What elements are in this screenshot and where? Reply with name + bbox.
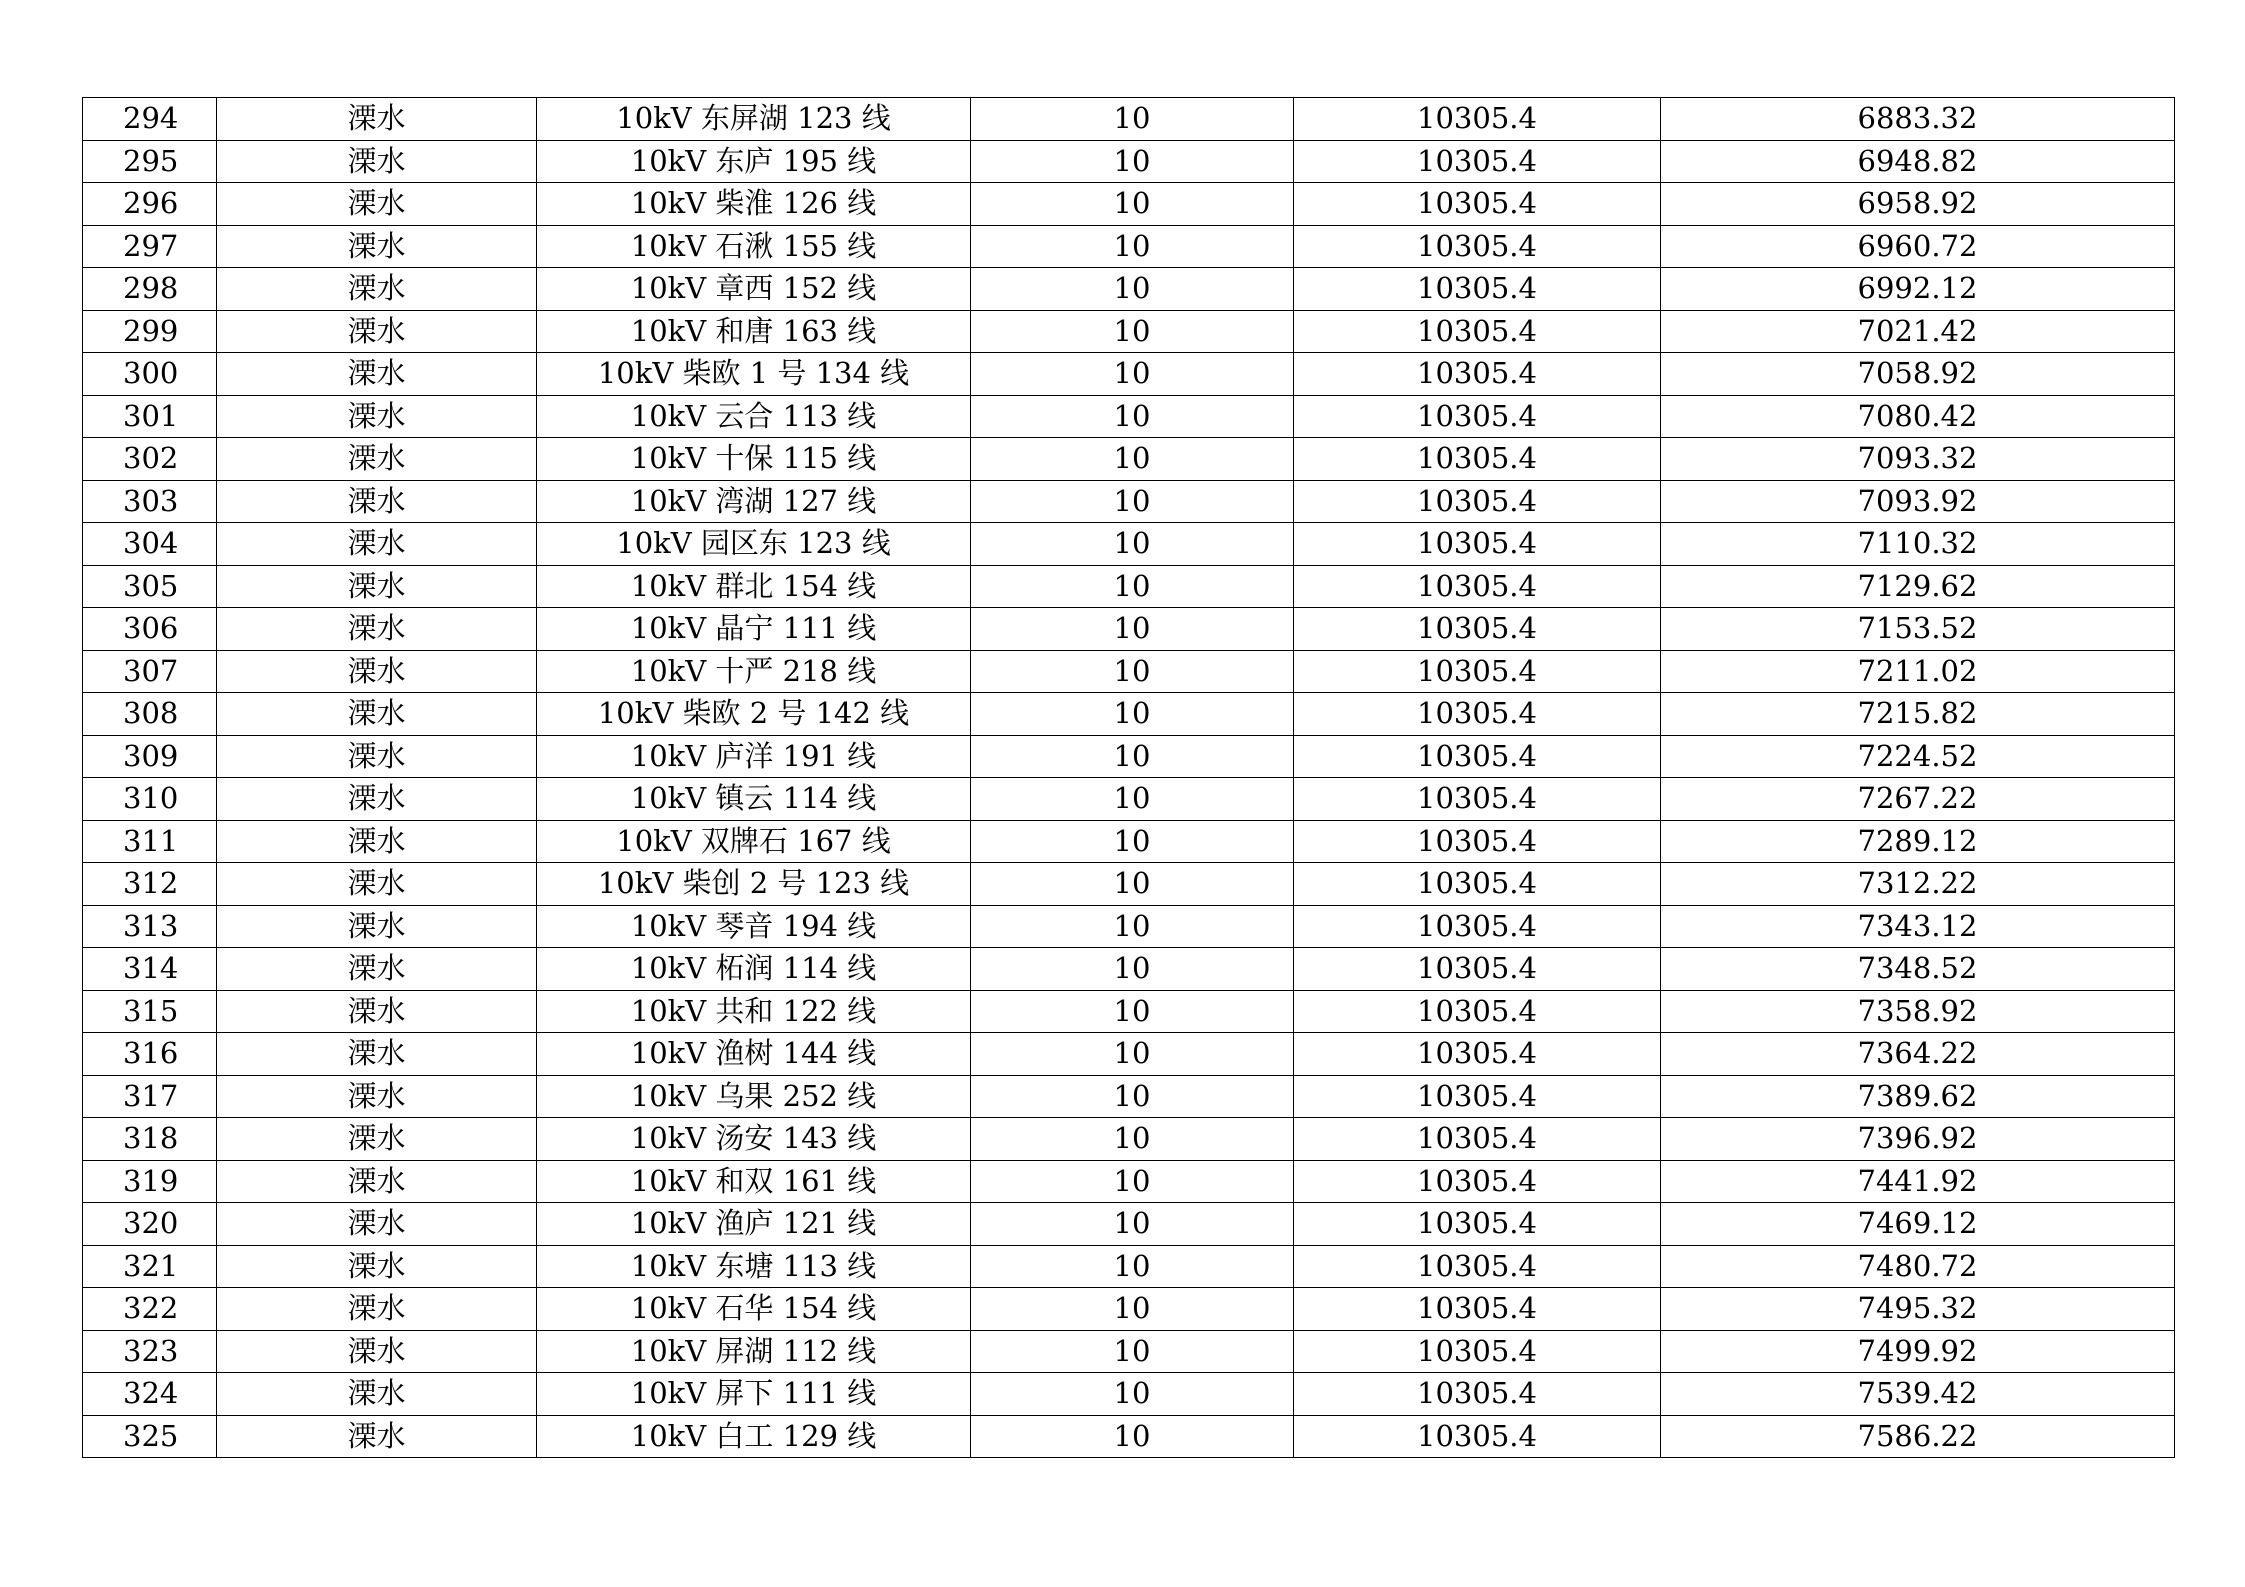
value-a-cell: 10305.4 bbox=[1294, 990, 1661, 1033]
voltage-cell: 10 bbox=[971, 268, 1294, 311]
value-b-cell: 6960.72 bbox=[1661, 225, 2175, 268]
voltage-cell: 10 bbox=[971, 1203, 1294, 1246]
row-index-cell: 308 bbox=[83, 693, 217, 736]
value-a-cell: 10305.4 bbox=[1294, 395, 1661, 438]
value-b-cell: 7021.42 bbox=[1661, 310, 2175, 353]
line-name-cell: 10kV 共和 122 线 bbox=[537, 990, 971, 1033]
voltage-cell: 10 bbox=[971, 183, 1294, 226]
value-a-cell: 10305.4 bbox=[1294, 693, 1661, 736]
region-cell: 溧水 bbox=[217, 310, 537, 353]
row-index-cell: 320 bbox=[83, 1203, 217, 1246]
value-b-cell: 7495.32 bbox=[1661, 1288, 2175, 1331]
row-index-cell: 309 bbox=[83, 735, 217, 778]
value-a-cell: 10305.4 bbox=[1294, 948, 1661, 991]
voltage-cell: 10 bbox=[971, 608, 1294, 651]
voltage-cell: 10 bbox=[971, 310, 1294, 353]
voltage-cell: 10 bbox=[971, 693, 1294, 736]
region-cell: 溧水 bbox=[217, 735, 537, 778]
row-index-cell: 313 bbox=[83, 905, 217, 948]
region-cell: 溧水 bbox=[217, 395, 537, 438]
value-a-cell: 10305.4 bbox=[1294, 268, 1661, 311]
region-cell: 溧水 bbox=[217, 650, 537, 693]
value-a-cell: 10305.4 bbox=[1294, 1288, 1661, 1331]
region-cell: 溧水 bbox=[217, 820, 537, 863]
value-b-cell: 7389.62 bbox=[1661, 1075, 2175, 1118]
line-name-cell: 10kV 东屏湖 123 线 bbox=[537, 98, 971, 141]
row-index-cell: 305 bbox=[83, 565, 217, 608]
voltage-cell: 10 bbox=[971, 863, 1294, 906]
region-cell: 溧水 bbox=[217, 778, 537, 821]
line-name-cell: 10kV 章西 152 线 bbox=[537, 268, 971, 311]
voltage-cell: 10 bbox=[971, 565, 1294, 608]
voltage-cell: 10 bbox=[971, 523, 1294, 566]
region-cell: 溧水 bbox=[217, 693, 537, 736]
region-cell: 溧水 bbox=[217, 438, 537, 481]
row-index-cell: 322 bbox=[83, 1288, 217, 1331]
table-row bbox=[83, 1118, 2175, 1161]
voltage-cell: 10 bbox=[971, 1118, 1294, 1161]
voltage-cell: 10 bbox=[971, 353, 1294, 396]
table-row bbox=[83, 990, 2175, 1033]
value-b-cell: 7539.42 bbox=[1661, 1373, 2175, 1416]
line-name-cell: 10kV 柴创 2 号 123 线 bbox=[537, 863, 971, 906]
value-a-cell: 10305.4 bbox=[1294, 353, 1661, 396]
voltage-cell: 10 bbox=[971, 778, 1294, 821]
table-row bbox=[83, 1415, 2175, 1458]
value-a-cell: 10305.4 bbox=[1294, 1415, 1661, 1458]
region-cell: 溧水 bbox=[217, 1075, 537, 1118]
value-a-cell: 10305.4 bbox=[1294, 98, 1661, 141]
voltage-cell: 10 bbox=[971, 990, 1294, 1033]
table-row bbox=[83, 905, 2175, 948]
row-index-cell: 300 bbox=[83, 353, 217, 396]
line-name-cell: 10kV 双牌石 167 线 bbox=[537, 820, 971, 863]
value-b-cell: 7129.62 bbox=[1661, 565, 2175, 608]
value-b-cell: 7093.32 bbox=[1661, 438, 2175, 481]
row-index-cell: 317 bbox=[83, 1075, 217, 1118]
value-b-cell: 7364.22 bbox=[1661, 1033, 2175, 1076]
value-b-cell: 7469.12 bbox=[1661, 1203, 2175, 1246]
voltage-cell: 10 bbox=[971, 395, 1294, 438]
voltage-cell: 10 bbox=[971, 225, 1294, 268]
region-cell: 溧水 bbox=[217, 1245, 537, 1288]
line-name-cell: 10kV 晶宁 111 线 bbox=[537, 608, 971, 651]
table-row bbox=[83, 1288, 2175, 1331]
line-name-cell: 10kV 十保 115 线 bbox=[537, 438, 971, 481]
line-name-cell: 10kV 柴欧 2 号 142 线 bbox=[537, 693, 971, 736]
value-a-cell: 10305.4 bbox=[1294, 863, 1661, 906]
voltage-cell: 10 bbox=[971, 1330, 1294, 1373]
value-b-cell: 7358.92 bbox=[1661, 990, 2175, 1033]
table-row bbox=[83, 820, 2175, 863]
region-cell: 溧水 bbox=[217, 183, 537, 226]
value-a-cell: 10305.4 bbox=[1294, 225, 1661, 268]
table-row bbox=[83, 98, 2175, 141]
region-cell: 溧水 bbox=[217, 140, 537, 183]
row-index-cell: 304 bbox=[83, 523, 217, 566]
voltage-cell: 10 bbox=[971, 905, 1294, 948]
voltage-cell: 10 bbox=[971, 1245, 1294, 1288]
line-name-cell: 10kV 渔树 144 线 bbox=[537, 1033, 971, 1076]
line-name-cell: 10kV 和唐 163 线 bbox=[537, 310, 971, 353]
region-cell: 溧水 bbox=[217, 1118, 537, 1161]
voltage-cell: 10 bbox=[971, 140, 1294, 183]
line-name-cell: 10kV 镇云 114 线 bbox=[537, 778, 971, 821]
table-row bbox=[83, 1373, 2175, 1416]
line-name-cell: 10kV 柴欧 1 号 134 线 bbox=[537, 353, 971, 396]
data-table bbox=[82, 97, 2175, 1458]
voltage-cell: 10 bbox=[971, 1415, 1294, 1458]
table-row bbox=[83, 1075, 2175, 1118]
region-cell: 溧水 bbox=[217, 863, 537, 906]
value-a-cell: 10305.4 bbox=[1294, 608, 1661, 651]
value-a-cell: 10305.4 bbox=[1294, 1203, 1661, 1246]
voltage-cell: 10 bbox=[971, 1033, 1294, 1076]
value-b-cell: 7396.92 bbox=[1661, 1118, 2175, 1161]
voltage-cell: 10 bbox=[971, 98, 1294, 141]
value-b-cell: 7289.12 bbox=[1661, 820, 2175, 863]
row-index-cell: 307 bbox=[83, 650, 217, 693]
table-row bbox=[83, 565, 2175, 608]
line-name-cell: 10kV 柘润 114 线 bbox=[537, 948, 971, 991]
table-row bbox=[83, 863, 2175, 906]
value-b-cell: 7343.12 bbox=[1661, 905, 2175, 948]
value-b-cell: 7499.92 bbox=[1661, 1330, 2175, 1373]
value-b-cell: 7586.22 bbox=[1661, 1415, 2175, 1458]
voltage-cell: 10 bbox=[971, 480, 1294, 523]
value-a-cell: 10305.4 bbox=[1294, 310, 1661, 353]
line-name-cell: 10kV 汤安 143 线 bbox=[537, 1118, 971, 1161]
voltage-cell: 10 bbox=[971, 735, 1294, 778]
table-row bbox=[83, 778, 2175, 821]
region-cell: 溧水 bbox=[217, 1160, 537, 1203]
region-cell: 溧水 bbox=[217, 225, 537, 268]
row-index-cell: 296 bbox=[83, 183, 217, 226]
value-a-cell: 10305.4 bbox=[1294, 1033, 1661, 1076]
row-index-cell: 297 bbox=[83, 225, 217, 268]
table-row bbox=[83, 183, 2175, 226]
row-index-cell: 315 bbox=[83, 990, 217, 1033]
row-index-cell: 312 bbox=[83, 863, 217, 906]
value-a-cell: 10305.4 bbox=[1294, 183, 1661, 226]
region-cell: 溧水 bbox=[217, 523, 537, 566]
value-b-cell: 7058.92 bbox=[1661, 353, 2175, 396]
value-a-cell: 10305.4 bbox=[1294, 1373, 1661, 1416]
line-name-cell: 10kV 庐洋 191 线 bbox=[537, 735, 971, 778]
region-cell: 溧水 bbox=[217, 608, 537, 651]
table-row bbox=[83, 140, 2175, 183]
value-b-cell: 7441.92 bbox=[1661, 1160, 2175, 1203]
region-cell: 溧水 bbox=[217, 948, 537, 991]
region-cell: 溧水 bbox=[217, 268, 537, 311]
table-row bbox=[83, 1330, 2175, 1373]
line-name-cell: 10kV 石湫 155 线 bbox=[537, 225, 971, 268]
region-cell: 溧水 bbox=[217, 1288, 537, 1331]
table-row bbox=[83, 650, 2175, 693]
table-row bbox=[83, 353, 2175, 396]
row-index-cell: 321 bbox=[83, 1245, 217, 1288]
table-row bbox=[83, 1033, 2175, 1076]
value-a-cell: 10305.4 bbox=[1294, 1330, 1661, 1373]
line-name-cell: 10kV 十严 218 线 bbox=[537, 650, 971, 693]
row-index-cell: 294 bbox=[83, 98, 217, 141]
line-name-cell: 10kV 湾湖 127 线 bbox=[537, 480, 971, 523]
value-a-cell: 10305.4 bbox=[1294, 905, 1661, 948]
region-cell: 溧水 bbox=[217, 905, 537, 948]
line-name-cell: 10kV 和双 161 线 bbox=[537, 1160, 971, 1203]
value-a-cell: 10305.4 bbox=[1294, 480, 1661, 523]
region-cell: 溧水 bbox=[217, 1330, 537, 1373]
voltage-cell: 10 bbox=[971, 1075, 1294, 1118]
row-index-cell: 311 bbox=[83, 820, 217, 863]
value-b-cell: 6992.12 bbox=[1661, 268, 2175, 311]
region-cell: 溧水 bbox=[217, 1373, 537, 1416]
table-row bbox=[83, 310, 2175, 353]
value-b-cell: 7080.42 bbox=[1661, 395, 2175, 438]
voltage-cell: 10 bbox=[971, 1373, 1294, 1416]
value-a-cell: 10305.4 bbox=[1294, 1160, 1661, 1203]
value-b-cell: 7211.02 bbox=[1661, 650, 2175, 693]
voltage-cell: 10 bbox=[971, 1160, 1294, 1203]
table-row bbox=[83, 1203, 2175, 1246]
row-index-cell: 302 bbox=[83, 438, 217, 481]
line-name-cell: 10kV 柴淮 126 线 bbox=[537, 183, 971, 226]
region-cell: 溧水 bbox=[217, 990, 537, 1033]
table-row bbox=[83, 268, 2175, 311]
value-a-cell: 10305.4 bbox=[1294, 140, 1661, 183]
table-body bbox=[83, 98, 2175, 1458]
value-a-cell: 10305.4 bbox=[1294, 650, 1661, 693]
table-row bbox=[83, 1160, 2175, 1203]
region-cell: 溧水 bbox=[217, 353, 537, 396]
row-index-cell: 310 bbox=[83, 778, 217, 821]
voltage-cell: 10 bbox=[971, 1288, 1294, 1331]
table-row bbox=[83, 480, 2175, 523]
value-a-cell: 10305.4 bbox=[1294, 1245, 1661, 1288]
row-index-cell: 324 bbox=[83, 1373, 217, 1416]
value-b-cell: 6948.82 bbox=[1661, 140, 2175, 183]
value-a-cell: 10305.4 bbox=[1294, 1118, 1661, 1161]
table-row bbox=[83, 608, 2175, 651]
value-b-cell: 7480.72 bbox=[1661, 1245, 2175, 1288]
row-index-cell: 325 bbox=[83, 1415, 217, 1458]
table-row bbox=[83, 225, 2175, 268]
voltage-cell: 10 bbox=[971, 948, 1294, 991]
voltage-cell: 10 bbox=[971, 820, 1294, 863]
table-row bbox=[83, 438, 2175, 481]
value-a-cell: 10305.4 bbox=[1294, 438, 1661, 481]
line-name-cell: 10kV 云合 113 线 bbox=[537, 395, 971, 438]
row-index-cell: 323 bbox=[83, 1330, 217, 1373]
value-a-cell: 10305.4 bbox=[1294, 735, 1661, 778]
line-name-cell: 10kV 渔庐 121 线 bbox=[537, 1203, 971, 1246]
table-row bbox=[83, 523, 2175, 566]
value-a-cell: 10305.4 bbox=[1294, 778, 1661, 821]
value-b-cell: 7215.82 bbox=[1661, 693, 2175, 736]
value-b-cell: 7312.22 bbox=[1661, 863, 2175, 906]
row-index-cell: 295 bbox=[83, 140, 217, 183]
line-name-cell: 10kV 东庐 195 线 bbox=[537, 140, 971, 183]
line-name-cell: 10kV 东塘 113 线 bbox=[537, 1245, 971, 1288]
region-cell: 溧水 bbox=[217, 1033, 537, 1076]
value-b-cell: 6958.92 bbox=[1661, 183, 2175, 226]
value-a-cell: 10305.4 bbox=[1294, 820, 1661, 863]
value-b-cell: 6883.32 bbox=[1661, 98, 2175, 141]
table-row bbox=[83, 1245, 2175, 1288]
table-row bbox=[83, 948, 2175, 991]
line-name-cell: 10kV 白工 129 线 bbox=[537, 1415, 971, 1458]
voltage-cell: 10 bbox=[971, 650, 1294, 693]
line-name-cell: 10kV 屏湖 112 线 bbox=[537, 1330, 971, 1373]
value-a-cell: 10305.4 bbox=[1294, 523, 1661, 566]
table-row bbox=[83, 735, 2175, 778]
value-b-cell: 7348.52 bbox=[1661, 948, 2175, 991]
region-cell: 溧水 bbox=[217, 480, 537, 523]
value-b-cell: 7267.22 bbox=[1661, 778, 2175, 821]
line-name-cell: 10kV 屏下 111 线 bbox=[537, 1373, 971, 1416]
row-index-cell: 318 bbox=[83, 1118, 217, 1161]
value-a-cell: 10305.4 bbox=[1294, 1075, 1661, 1118]
row-index-cell: 298 bbox=[83, 268, 217, 311]
row-index-cell: 319 bbox=[83, 1160, 217, 1203]
region-cell: 溧水 bbox=[217, 565, 537, 608]
value-b-cell: 7153.52 bbox=[1661, 608, 2175, 651]
voltage-cell: 10 bbox=[971, 438, 1294, 481]
value-a-cell: 10305.4 bbox=[1294, 565, 1661, 608]
row-index-cell: 314 bbox=[83, 948, 217, 991]
region-cell: 溧水 bbox=[217, 1415, 537, 1458]
row-index-cell: 301 bbox=[83, 395, 217, 438]
row-index-cell: 306 bbox=[83, 608, 217, 651]
line-name-cell: 10kV 乌果 252 线 bbox=[537, 1075, 971, 1118]
line-name-cell: 10kV 园区东 123 线 bbox=[537, 523, 971, 566]
table-row bbox=[83, 395, 2175, 438]
row-index-cell: 316 bbox=[83, 1033, 217, 1076]
value-b-cell: 7224.52 bbox=[1661, 735, 2175, 778]
row-index-cell: 303 bbox=[83, 480, 217, 523]
table-row bbox=[83, 693, 2175, 736]
value-b-cell: 7093.92 bbox=[1661, 480, 2175, 523]
line-name-cell: 10kV 石华 154 线 bbox=[537, 1288, 971, 1331]
region-cell: 溧水 bbox=[217, 98, 537, 141]
line-name-cell: 10kV 琴音 194 线 bbox=[537, 905, 971, 948]
value-b-cell: 7110.32 bbox=[1661, 523, 2175, 566]
row-index-cell: 299 bbox=[83, 310, 217, 353]
line-name-cell: 10kV 群北 154 线 bbox=[537, 565, 971, 608]
region-cell: 溧水 bbox=[217, 1203, 537, 1246]
